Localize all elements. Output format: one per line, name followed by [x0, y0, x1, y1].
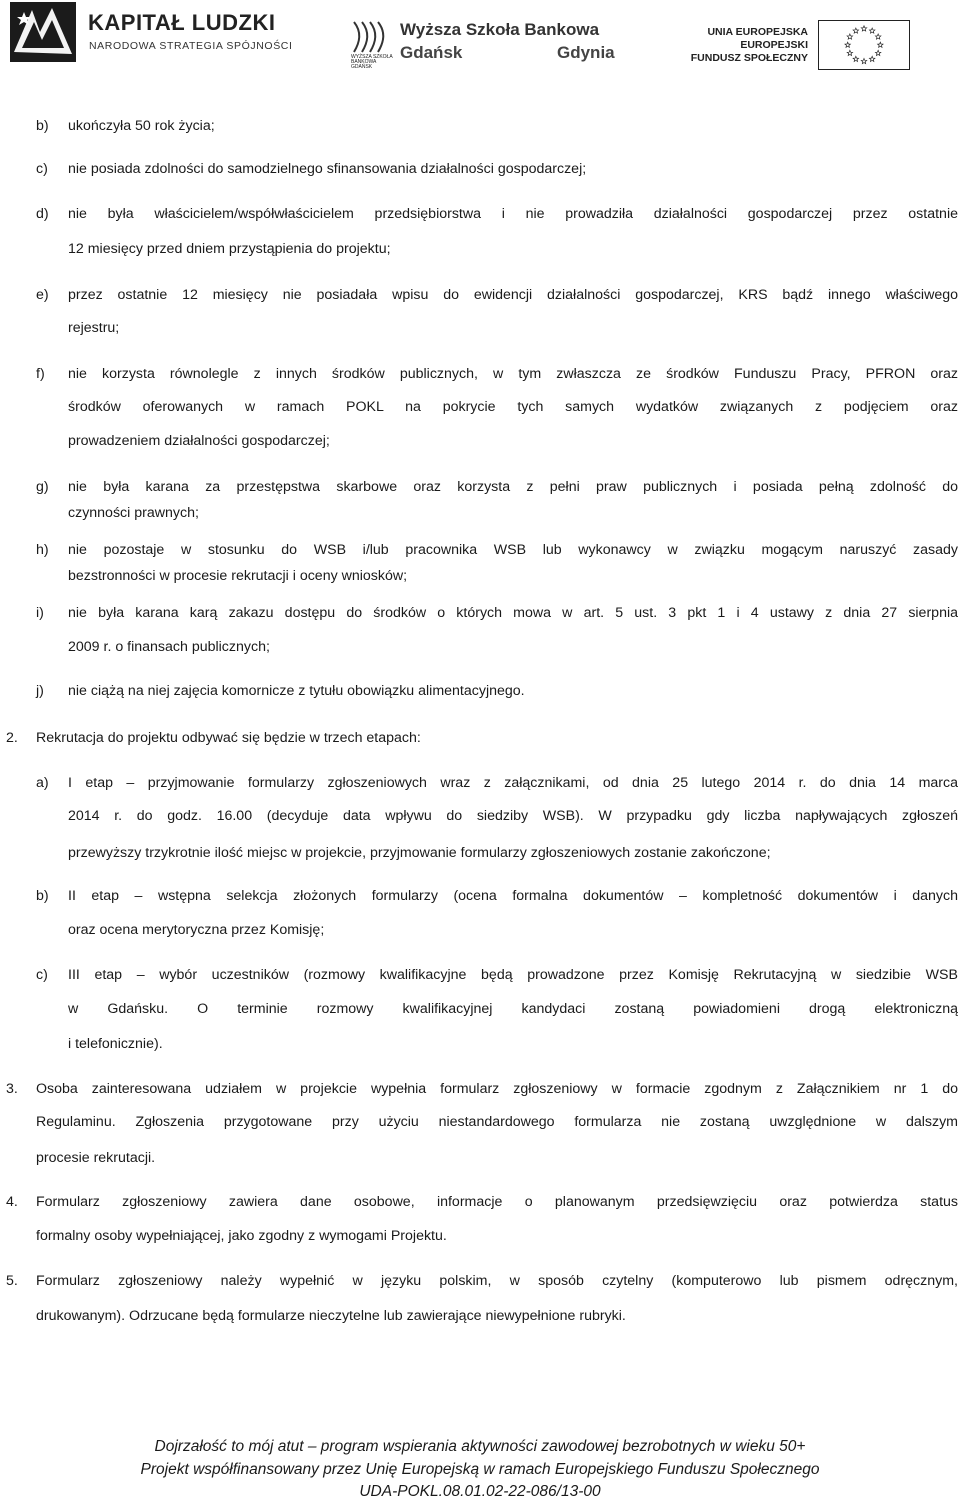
wsb-emblem-line: GDAŃSK	[351, 64, 373, 70]
list-item-text-line: przewyższy trzykrotnie ilość miejsc w projekcie, przyjmowanie formularzy zgłoszeniowych zostanie zakończone;	[68, 845, 771, 861]
list-item-marker: d)	[36, 206, 49, 222]
list-item-text-line: prowadzeniem działalności gospodarczej;	[68, 433, 330, 449]
list-item-text-line: rejestru;	[68, 320, 120, 336]
footer-line: UDA-POKL.08.01.02-22-086/13-00	[359, 1483, 601, 1500]
list-item-marker: c)	[36, 161, 48, 177]
list-item-marker: g)	[36, 479, 49, 495]
kapital-ludzki-subtitle: NARODOWA STRATEGIA SPÓJNOŚCI	[89, 40, 293, 52]
kapital-ludzki-logo	[10, 2, 76, 62]
list-item-text-line: drukowanym). Odrzucane będą formularze nieczytelne lub zawierające niewypełnione rubryki.	[36, 1308, 626, 1324]
eu-star-icon	[847, 50, 852, 55]
footer-line: Dojrzałość to mój atut – program wspierania aktywności zawodowej bezrobotnych w wieku 50+	[154, 1438, 806, 1455]
list-item-marker: 4.	[6, 1194, 18, 1210]
list-item-text-line: środków oferowanych w ramach POKL na pokrycie tych samych wydatków związanych z podjęciem oraz	[68, 399, 958, 415]
wsb-emblem-line: BANKOWA	[351, 59, 377, 65]
footer-line: Projekt współfinansowany przez Unię Europejską w ramach Europejskiego Funduszu Społecznego	[140, 1461, 820, 1478]
eu-star-icon	[869, 56, 874, 61]
eu-star-icon	[875, 50, 880, 55]
list-item-text-line: Regulaminu. Zgłoszenia przygotowane przy użyciu niestandardowego formularza nie zostaną uwzględnione w dalszym	[36, 1114, 958, 1130]
list-item-marker: b)	[36, 118, 49, 134]
eu-star-icon	[861, 26, 866, 31]
list-item-text-line: formalny osoby wypełniającej, jako zgodny z wymogami Projektu.	[36, 1228, 447, 1244]
list-item-text-line: w Gdańsku. O terminie rozmowy kwalifikacyjnej kandydaci zostaną powiadomieni drogą elektroniczną	[68, 1001, 958, 1017]
wsb-emblem-caption	[351, 55, 395, 70]
eu-flag-icon	[818, 20, 910, 70]
list-item-text-line: Formularz zgłoszeniowy zawiera dane osobowe, informacje o planowanym przedsięwzięciu oraz potwierdza status	[36, 1194, 958, 1210]
list-item-marker: 3.	[6, 1081, 18, 1097]
list-item-text-line: III etap – wybór uczestników (rozmowy kwalifikacyjne będą prowadzone przez Komisję Rekrutacyjną w siedzibie WSB	[68, 967, 958, 983]
list-item-text-line: nie była właścicielem/współwłaścicielem przedsiębiorstwa i nie prowadziła działalności gospodarczej przez ostatnie	[68, 206, 958, 222]
list-item-text-line: 2009 r. o finansach publicznych;	[68, 639, 270, 655]
list-item-text-line: II etap – wstępna selekcja złożonych formularzy (ocena formalna dokumentów – kompletność dokumentów i danych	[68, 888, 958, 904]
eu-star-icon	[853, 56, 858, 61]
kapital-ludzki-title: KAPITAŁ LUDZKI	[88, 10, 276, 35]
eu-star-icon	[875, 34, 880, 39]
wsb-title: Wyższa Szkoła Bankowa	[400, 20, 600, 39]
eu-label-line: UNIA EUROPEJSKA	[707, 26, 808, 38]
list-item-marker: e)	[36, 287, 49, 303]
list-item-text-line: nie posiada zdolności do samodzielnego sfinansowania działalności gospodarczej;	[68, 161, 587, 177]
list-item-text-line: 12 miesięcy przed dniem przystąpienia do projektu;	[68, 241, 391, 257]
list-item-text-line: nie ciążą na niej zajęcia komornicze z tytułu obowiązku alimentacyjnego.	[68, 683, 525, 699]
list-item-text-line: i telefonicznie).	[68, 1036, 163, 1052]
list-item-marker: b)	[36, 888, 49, 904]
list-item-marker: f)	[36, 366, 45, 382]
eu-star-icon	[861, 58, 866, 63]
list-item-text-line: I etap – przyjmowanie formularzy zgłoszeniowych wraz z załącznikami, od dnia 25 lutego 2014 r. do dnia 14 marca	[68, 775, 958, 791]
list-item-text-line: Formularz zgłoszeniowy należy wypełnić w języku polskim, w sposób czytelny (komputerowo lub pismem odręcznym,	[36, 1273, 958, 1289]
list-item-marker: 2.	[6, 730, 18, 746]
wsb-city-gdynia: Gdynia	[557, 43, 615, 62]
eu-star-icon	[878, 42, 883, 47]
list-item-marker: j)	[36, 683, 44, 699]
list-item-text-line: bezstronności w procesie rekrutacji i oceny wniosków;	[68, 568, 408, 584]
page-header	[0, 0, 960, 72]
list-item-text-line: Osoba zainteresowana udziałem w projekcie wypełnia formularz zgłoszeniowy w formacie zgodnym z Załącznikiem nr 1 do	[36, 1081, 958, 1097]
list-item-text-line: nie była karana karą zakazu dostępu do środków o których mowa w art. 5 ust. 3 pkt 1 i 4 ustawy z dnia 27 sierpnia	[68, 605, 958, 621]
list-item-marker: c)	[36, 967, 48, 983]
wsb-city-gdansk: Gdańsk	[400, 43, 463, 62]
eu-star-icon	[869, 28, 874, 33]
eu-label-line: EUROPEJSKI	[740, 39, 808, 51]
list-item-marker: h)	[36, 542, 49, 558]
eu-star-icon	[845, 42, 850, 47]
list-item-text-line: ukończyła 50 rok życia;	[68, 118, 215, 134]
wsb-emblem-line: WYŻSZA SZKOŁA	[351, 54, 393, 60]
list-item-marker: a)	[36, 775, 49, 791]
list-item-text-line: przez ostatnie 12 miesięcy nie posiadała wpisu do ewidencji działalności gospodarczej, KRS bądź innego właściwego	[68, 287, 958, 303]
eu-star-icon	[853, 28, 858, 33]
list-item-text-line: nie pozostaje w stosunku do WSB i/lub pracownika WSB lub wykonawcy w związku mogącym naruszyć zasady	[68, 542, 958, 558]
list-item-text-line: nie korzysta równolegle z innych środków publicznych, w tym zwłaszcza ze środków Funduszu Pracy, PFRON oraz	[68, 366, 958, 382]
eu-label	[691, 26, 808, 65]
list-item-text-line: nie była karana za przestępstwa skarbowe oraz korzysta z pełni praw publicznych i posiada pełną zdolność do	[68, 479, 958, 495]
list-item-marker: 5.	[6, 1273, 18, 1289]
list-item-text-line: oraz ocena merytoryczna przez Komisję;	[68, 922, 325, 938]
list-item-text-line: 2014 r. do godz. 16.00 (decyduje data wpływu do siedziby WSB). W przypadku gdy liczba napływających zgłoszeń	[68, 808, 958, 824]
list-item-text-line: procesie rekrutacji.	[36, 1150, 156, 1166]
eu-label-line: FUNDUSZ SPOŁECZNY	[690, 52, 808, 64]
list-item-marker: i)	[36, 605, 44, 621]
list-item-text-line: czynności prawnych;	[68, 505, 199, 521]
list-item-text-line: Rekrutacja do projektu odbywać się będzie w trzech etapach:	[36, 730, 421, 746]
eu-star-icon	[847, 34, 852, 39]
